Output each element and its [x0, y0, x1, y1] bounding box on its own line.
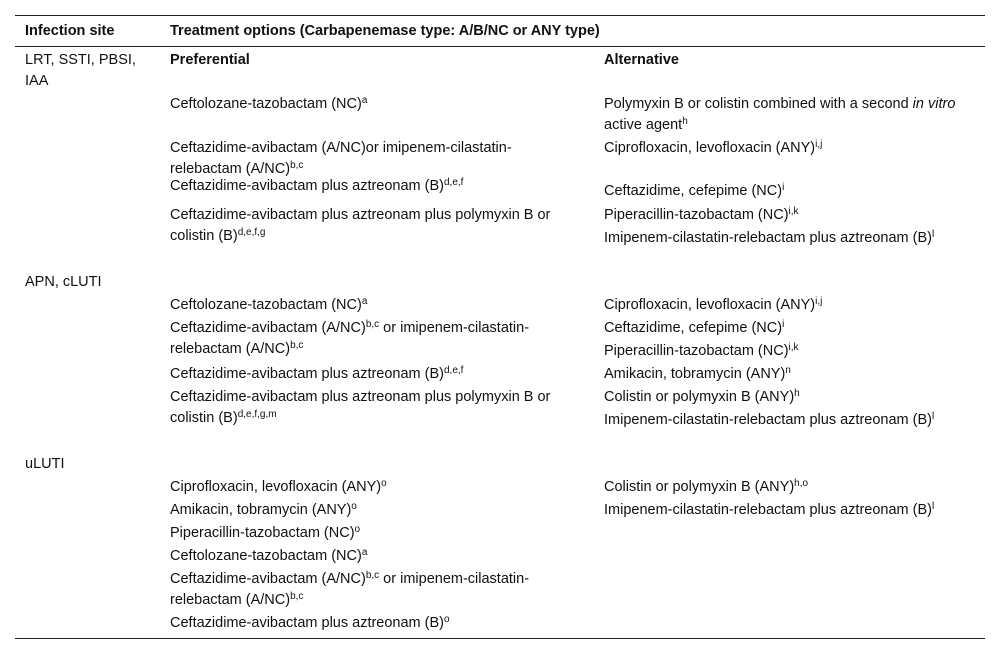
- top-rule: [15, 15, 985, 16]
- apn-alt-item: Amikacin, tobramycin (ANY)$^n$: [604, 365, 791, 382]
- apn-alt-item: Ciprofloxacin, levofloxacin (ANY)$^{i,j}$: [604, 296, 823, 313]
- uluti-pref-item: Ceftolozane-tazobactam (NC)$^a$: [170, 547, 368, 564]
- apn-pref-item: Ceftazidime-avibactam $(A/NC)^{b,c}$ or imipenem-cilastatin-relebactam $(A/NC)^{b,c}$: [170, 319, 530, 357]
- apn-pref-item: Ceftazidime-avibactam plus aztreonam $(B)^{d,e,f}$: [170, 365, 464, 382]
- site-lrt: LRT, SSTI, PBSI, IAA: [25, 52, 136, 89]
- apn-alt-item: Imipenem-cilastatin-relebactam plus aztreonam $(B)^l$: [604, 411, 935, 428]
- uluti-alt-item: Imipenem-cilastatin-relebactam plus aztreonam $(B)^l$: [604, 501, 935, 518]
- site-apn: APN, cLUTI: [25, 274, 102, 290]
- apn-alt-item: Ceftazidime, cefepime (NC)$^i$: [604, 319, 785, 336]
- lrt-alt-item: Piperacillin-tazobactam (NC)$^{i,k}$: [604, 206, 799, 223]
- uluti-pref-item: Ciprofloxacin, levofloxacin (ANY)$^o$: [170, 478, 387, 495]
- lrt-alt-item: Ciprofloxacin, levofloxacin (ANY)$^{i,j}$: [604, 139, 823, 156]
- apn-pref-item: Ceftazidime-avibactam plus aztreonam plus polymyxin B or colistin $(B)^{d,e,f,g,m}$: [170, 389, 551, 426]
- lrt-alt-item: Imipenem-cilastatin-relebactam plus aztreonam $(B)^l$: [604, 229, 935, 246]
- apn-alt-item: Piperacillin-tazobactam (NC)$^{i,k}$: [604, 342, 799, 359]
- subheader-alternative: Alternative: [604, 52, 679, 68]
- bottom-rule: [15, 638, 985, 639]
- lrt-pref-item: Ceftazidime-avibactam (A/NC)or imipenem-cilastatin-relebactam $(A/NC)^{b,c}$: [170, 140, 512, 177]
- header-treatment-options: Treatment options (Carbapenemase type: A/B/NC or ANY type): [170, 23, 600, 39]
- site-uluti: uLUTI: [25, 456, 65, 472]
- uluti-pref-item: Amikacin, tobramycin (ANY)$^o$: [170, 501, 357, 518]
- uluti-alt-item: Colistin or polymyxin B (ANY)$^{h,o}$: [604, 478, 809, 495]
- apn-alt-item: Colistin or polymyxin B (ANY)$^h$: [604, 388, 800, 405]
- uluti-pref-item: Piperacillin-tazobactam (NC)$^o$: [170, 524, 361, 541]
- lrt-pref-item: Ceftolozane-tazobactam (NC)$^a$: [170, 95, 368, 112]
- subheader-preferential: Preferential: [170, 52, 250, 68]
- header-rule: [15, 46, 985, 47]
- lrt-alt-item: Polymyxin B or colistin combined with a second in vitro active agent$^h$: [604, 96, 956, 133]
- lrt-pref-item: Ceftazidime-avibactam plus aztreonam plus polymyxin B or colistin $(B)^{d,e,f,g}$: [170, 207, 551, 244]
- uluti-pref-item: Ceftazidime-avibactam $(A/NC)^{b,c}$ or imipenem-cilastatin-relebactam $(A/NC)^{b,c}$: [170, 570, 530, 608]
- uluti-pref-item: Ceftazidime-avibactam plus aztreonam $(B)^o$: [170, 614, 450, 631]
- apn-pref-item: Ceftolozane-tazobactam (NC)$^a$: [170, 296, 368, 313]
- header-infection-site: Infection site: [25, 23, 115, 39]
- lrt-alt-item: Ceftazidime, cefepime (NC)$^i$: [604, 182, 785, 199]
- lrt-pref-item: Ceftazidime-avibactam plus aztreonam $(B)^{d,e,f}$: [170, 177, 464, 194]
